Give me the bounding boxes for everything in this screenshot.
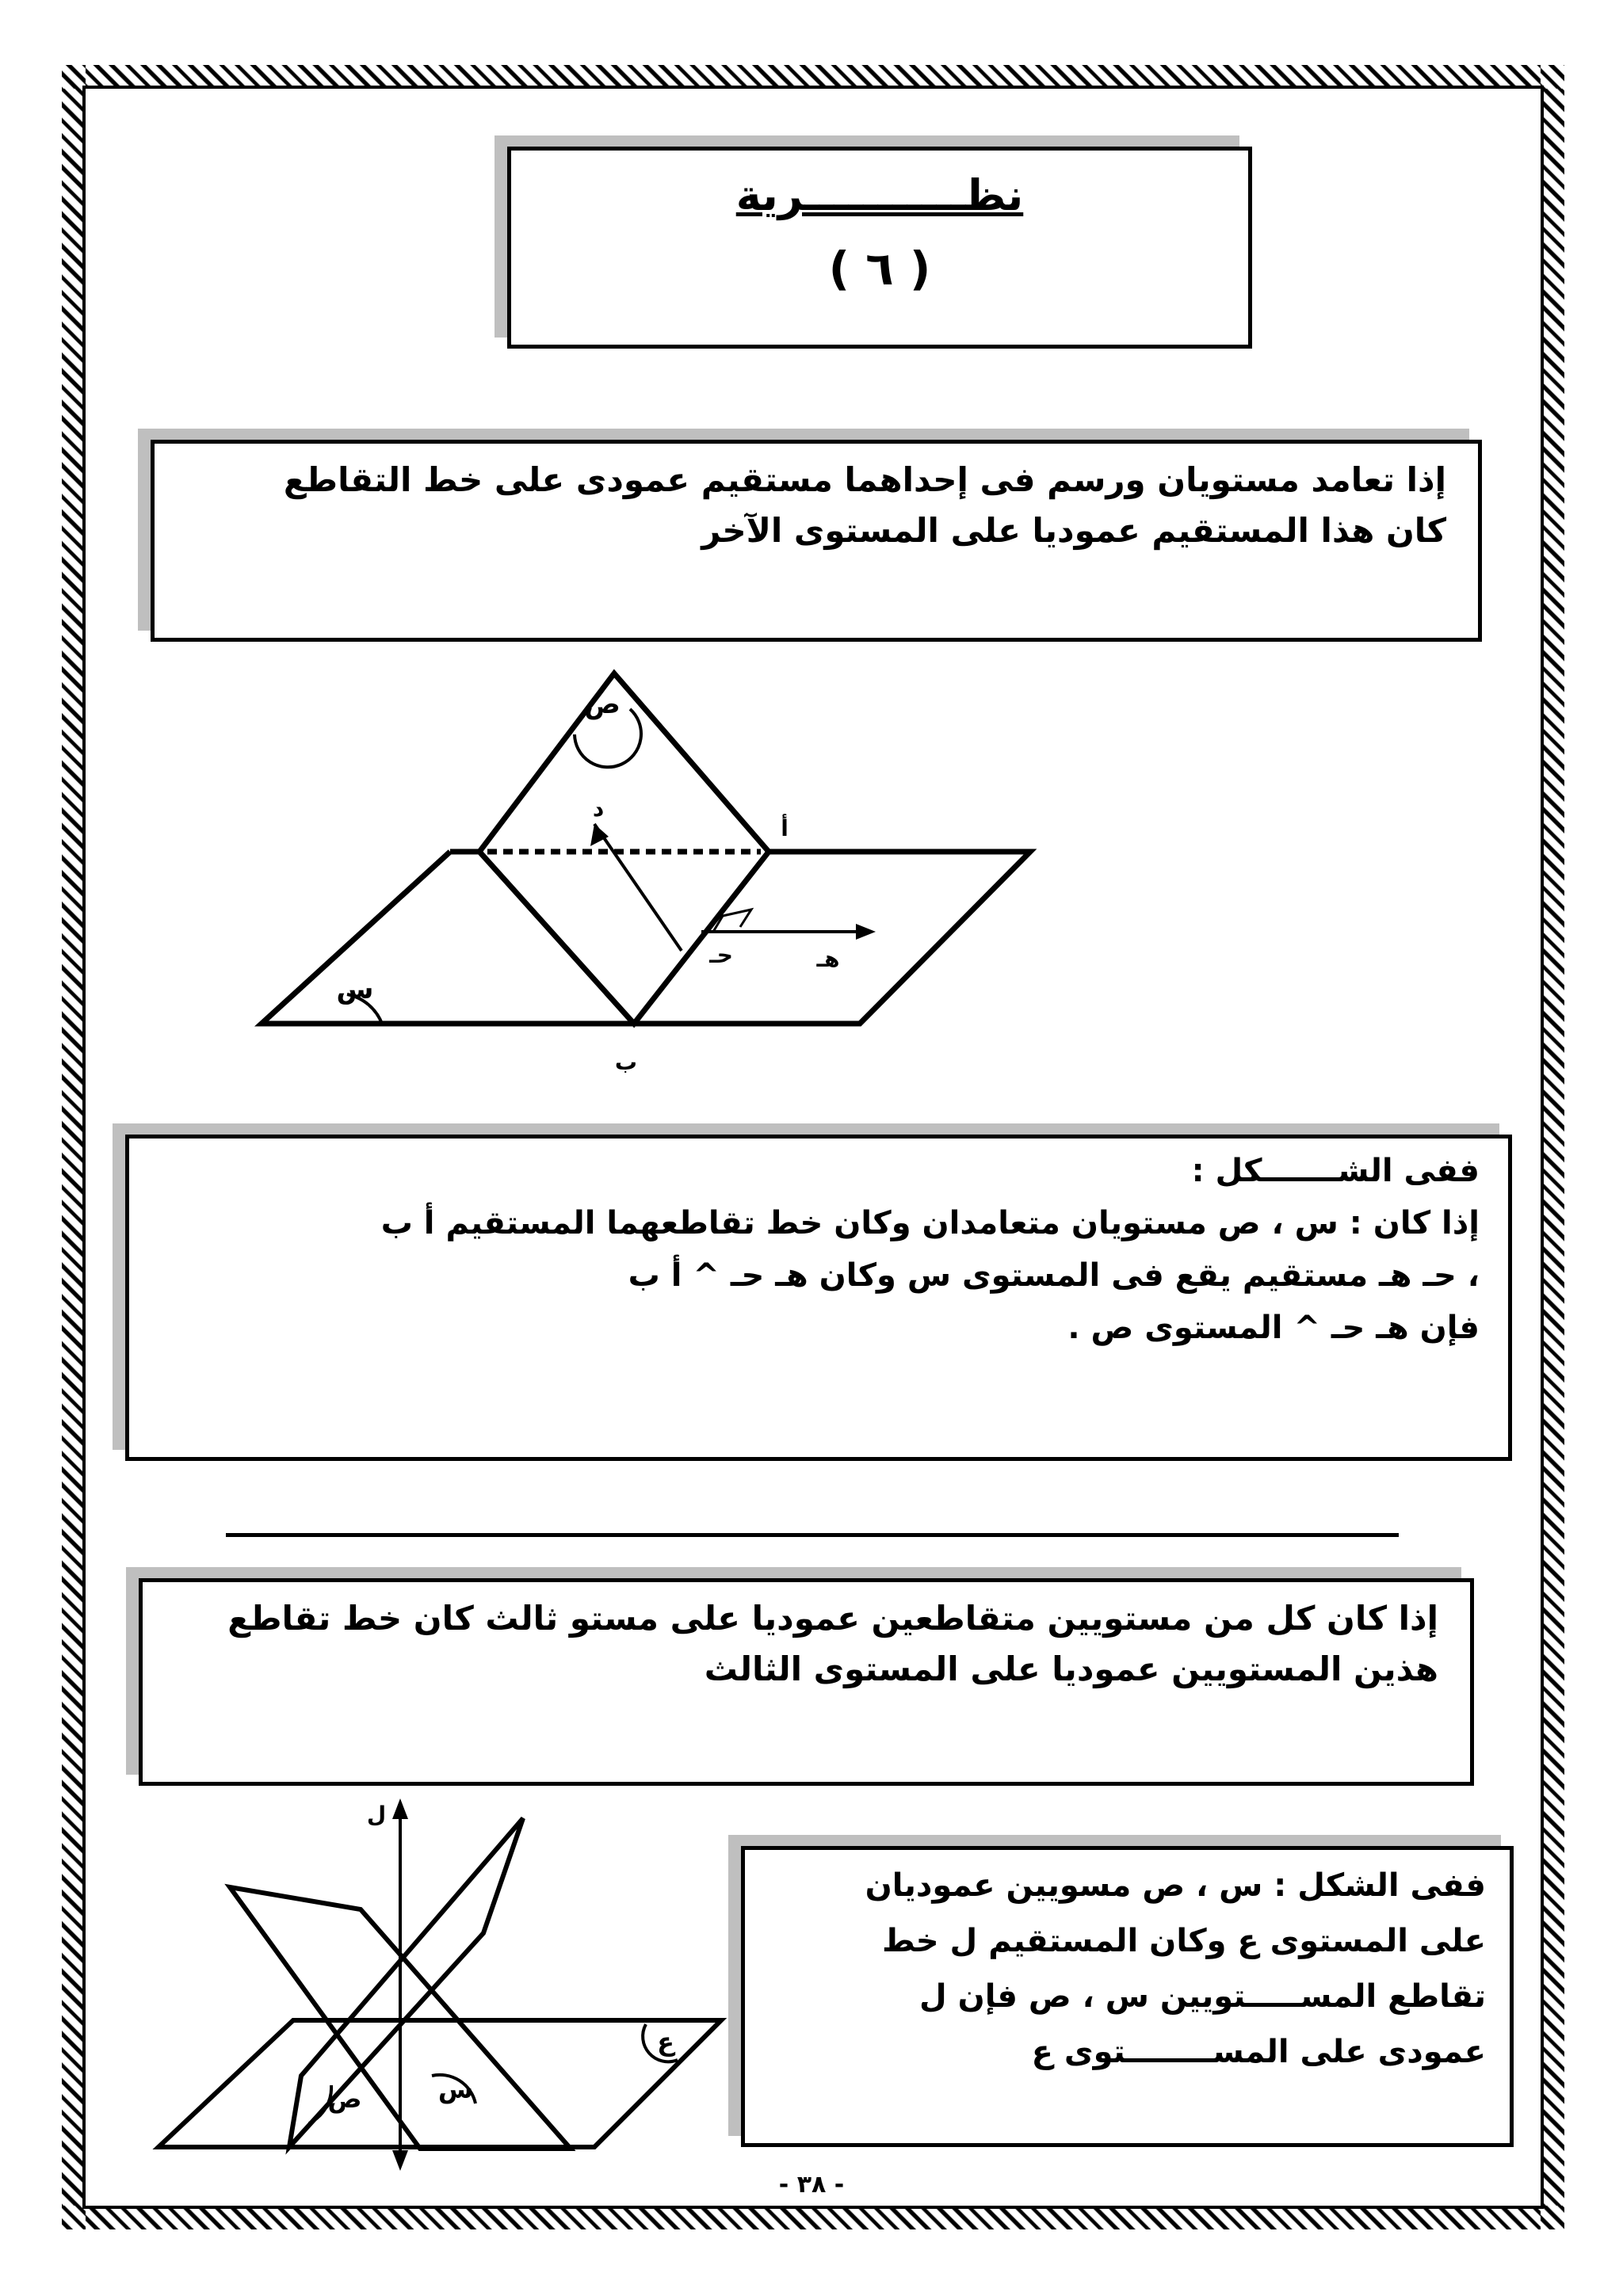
- explanation-line: عمودى على المســــــــتوى ع: [1031, 2034, 1486, 2070]
- label-plane-s: ص: [327, 2084, 362, 2114]
- theorem-statement-line: كان هذا المستقيم عموديا على المستوى الآخر: [701, 511, 1446, 550]
- label-point-b: ب: [614, 1049, 638, 1075]
- line-l-arrow-up: [392, 1798, 408, 1819]
- line-dj: [594, 824, 682, 951]
- theorem-statement-line: هذين المستويين عموديا على المستوى الثالث: [704, 1650, 1438, 1688]
- explanation-line: على المستوى ع وكان المستقيم ل خط: [881, 1923, 1486, 1959]
- explanation-line: ، حـ هـ مستقيم يقع فى المستوى س وكان هـ حـ ^ أ ب: [628, 1257, 1480, 1294]
- label-plane-x: س: [336, 974, 374, 1005]
- explanation-line: ففى الشـــــــكل :: [1191, 1153, 1480, 1189]
- theorem-statement-box-2: [139, 1578, 1474, 1786]
- arrow-h-head: [856, 924, 876, 940]
- explanation-line: تقاطع المســـــتويين س ، ص فإن ل: [919, 1978, 1486, 2015]
- label-line-l: ل: [366, 1802, 387, 1828]
- theorem-title-box: [507, 147, 1252, 349]
- label-plane-e: ع: [657, 2027, 674, 2057]
- plane-s-outline: [479, 673, 769, 1024]
- explanation-box-2: [741, 1846, 1514, 2147]
- figure-perpendicular-planes: [238, 658, 1070, 1101]
- theorem-statement-line: إذا تعامد مستويان ورسم فى إحداهما مستقيم عمودى على خط التقاطع: [283, 460, 1446, 499]
- label-point-a: أ: [781, 815, 789, 841]
- label-point-d: د: [592, 795, 605, 822]
- label-point-j: حـ: [709, 942, 733, 968]
- page-number: - ٣٨ -: [778, 2171, 845, 2199]
- label-plane-s: ص: [584, 688, 621, 720]
- theorem-statement-line: إذا كان كل من مستويين متقاطعين عموديا على مستو ثالث كان خط تقاطع: [227, 1599, 1438, 1638]
- line-l-arrow-down: [392, 2150, 408, 2171]
- label-point-h: هـ: [816, 946, 840, 972]
- explanation-line: ففى الشكل : س ، ص مسويين عموديان: [865, 1867, 1486, 1904]
- theorem-statement-box-1: [151, 440, 1482, 642]
- label-plane-x: س: [437, 2074, 474, 2104]
- explanation-box-1: [125, 1135, 1512, 1461]
- theorem-number: ( ٦ ): [828, 242, 931, 296]
- plane-s-outline: [289, 1818, 523, 2147]
- theorem-title: نظـــــــــــرية: [735, 170, 1024, 220]
- section-divider: [226, 1533, 1399, 1537]
- figure-intersecting-planes: [151, 1798, 737, 2171]
- explanation-line: إذا كان : س ، ص مستويان متعامدان وكان خط تقاطعهما المستقيم أ ب: [380, 1205, 1480, 1241]
- explanation-line: فإن هـ حـ ^ المستوى ص .: [1067, 1310, 1480, 1346]
- plane-x-outline: [262, 852, 1030, 1024]
